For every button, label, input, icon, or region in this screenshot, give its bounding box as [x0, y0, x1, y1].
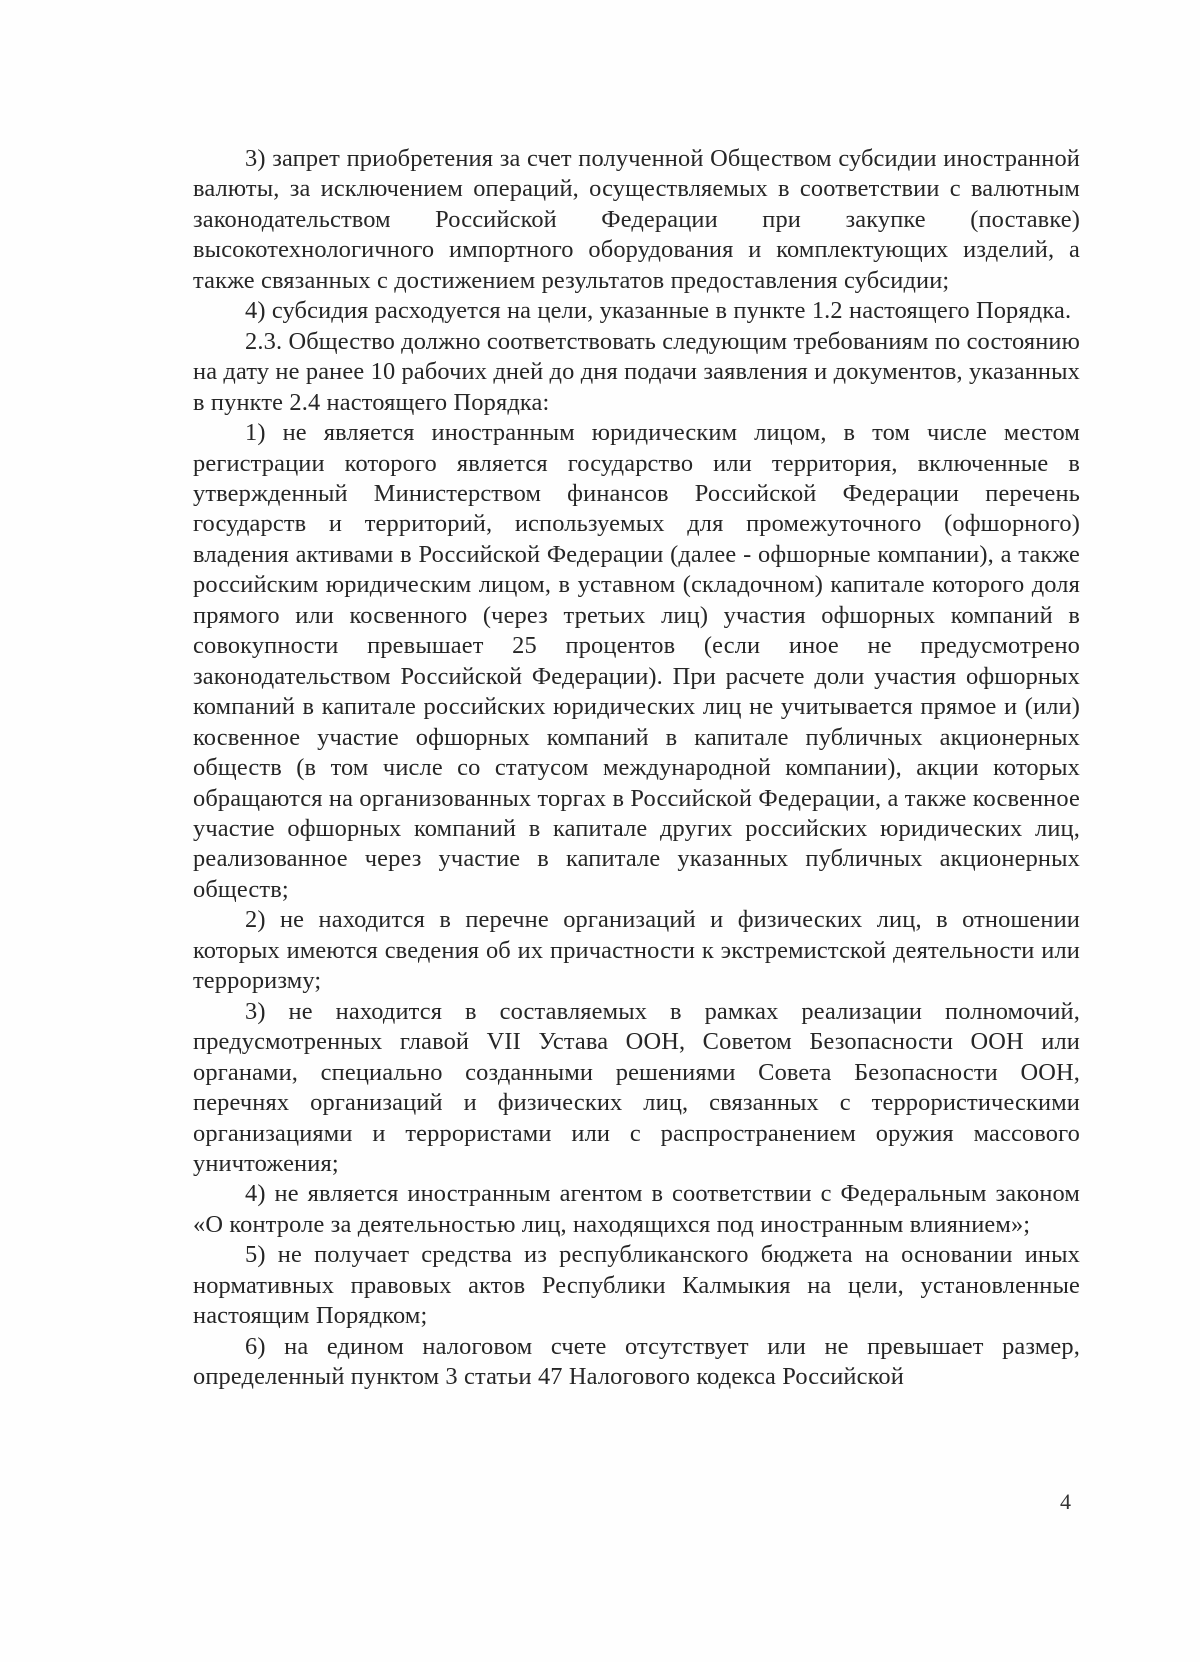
paragraph-requirement-5-budget-funds: 5) не получает средства из республиканского бюджета на основании иных нормативных правовых актов Республики Калмыкия на цели, установленные настоящим Порядком;: [193, 1241, 1080, 1330]
paragraph-requirement-6-tax-account: 6) на едином налоговом счете отсутствует или не превышает размер, определенный пунктом 3 статьи 47 Налогового кодекса Российской: [193, 1332, 1080, 1391]
page-number: 4: [1060, 1489, 1071, 1514]
document-body: [193, 144, 1080, 1393]
paragraph-item-4-subsidy-purpose: 4) субсидия расходуется на цели, указанные в пункте 1.2 настоящего Порядка.: [245, 297, 1072, 325]
paragraph-requirement-2-extremism-list: 2) не находится в перечне организаций и физических лиц, в отношении которых имеются сведения об их причастности к экстремистской деятельности или терроризму;: [193, 906, 1080, 995]
paragraph-section-2-3: 2.3. Общество должно соответствовать следующим требованиям по состоянию на дату не ранее 10 рабочих дней до дня подачи заявления и документов, указанных в пункте 2.4 настоящего Порядка:: [193, 327, 1080, 416]
paragraph-requirement-1-foreign-entity: 1) не является иностранным юридическим лицом, в том числе местом регистрации которого является государство или территория, включенные в утвержденный Министерством финансов Российской Федерации перечень государств и территорий, используемых для промежуточного (офшорного) владения активами в Российской Федерации (далее - офшорные компании), а также российским юридическим лицом, в уставном (складочном) капитале которого доля прямого или косвенного (через третьих лиц) участия офшорных компаний в совокупности превышает 25 процентов (если иное не предусмотрено законодательством Российской Федерации). При расчете доли участия офшорных компаний в капитале российских юридических лиц не учитывается прямое и (или) косвенное участие офшорных компаний в капитале публичных акционерных обществ (в том числе со статусом международной компании), акции которых обращаются на организованных торгах в Российской Федерации, а также косвенное участие офшорных компаний в капитале других российских юридических лиц, реализованное через участие в капитале указанных публичных акционерных обществ;: [193, 419, 1080, 903]
paragraph-requirement-3-un-lists: 3) не находится в составляемых в рамках реализации полномочий, предусмотренных главой VII Устава ООН, Советом Безопасности ООН или органами, специально созданными решениями Совета Безопасности ООН, перечнях организаций и физических лиц, связанных с террористическими организациями и террористами или с распространением оружия массового уничтожения;: [193, 997, 1080, 1177]
paragraph-item-3-currency-ban: 3) запрет приобретения за счет полученной Обществом субсидии иностранной валюты, за исключением операций, осуществляемых в соответствии с валютным законодательством Российской Федерации при закупке (поставке) высокотехнологичного импортного оборудования и комплектующих изделий, а также связанных с достижением результатов предоставления субсидии;: [193, 145, 1080, 294]
paragraph-requirement-4-foreign-agent: 4) не является иностранным агентом в соответствии с Федеральным законом «О контроле за деятельностью лиц, находящихся под иностранным влиянием»;: [193, 1180, 1080, 1238]
